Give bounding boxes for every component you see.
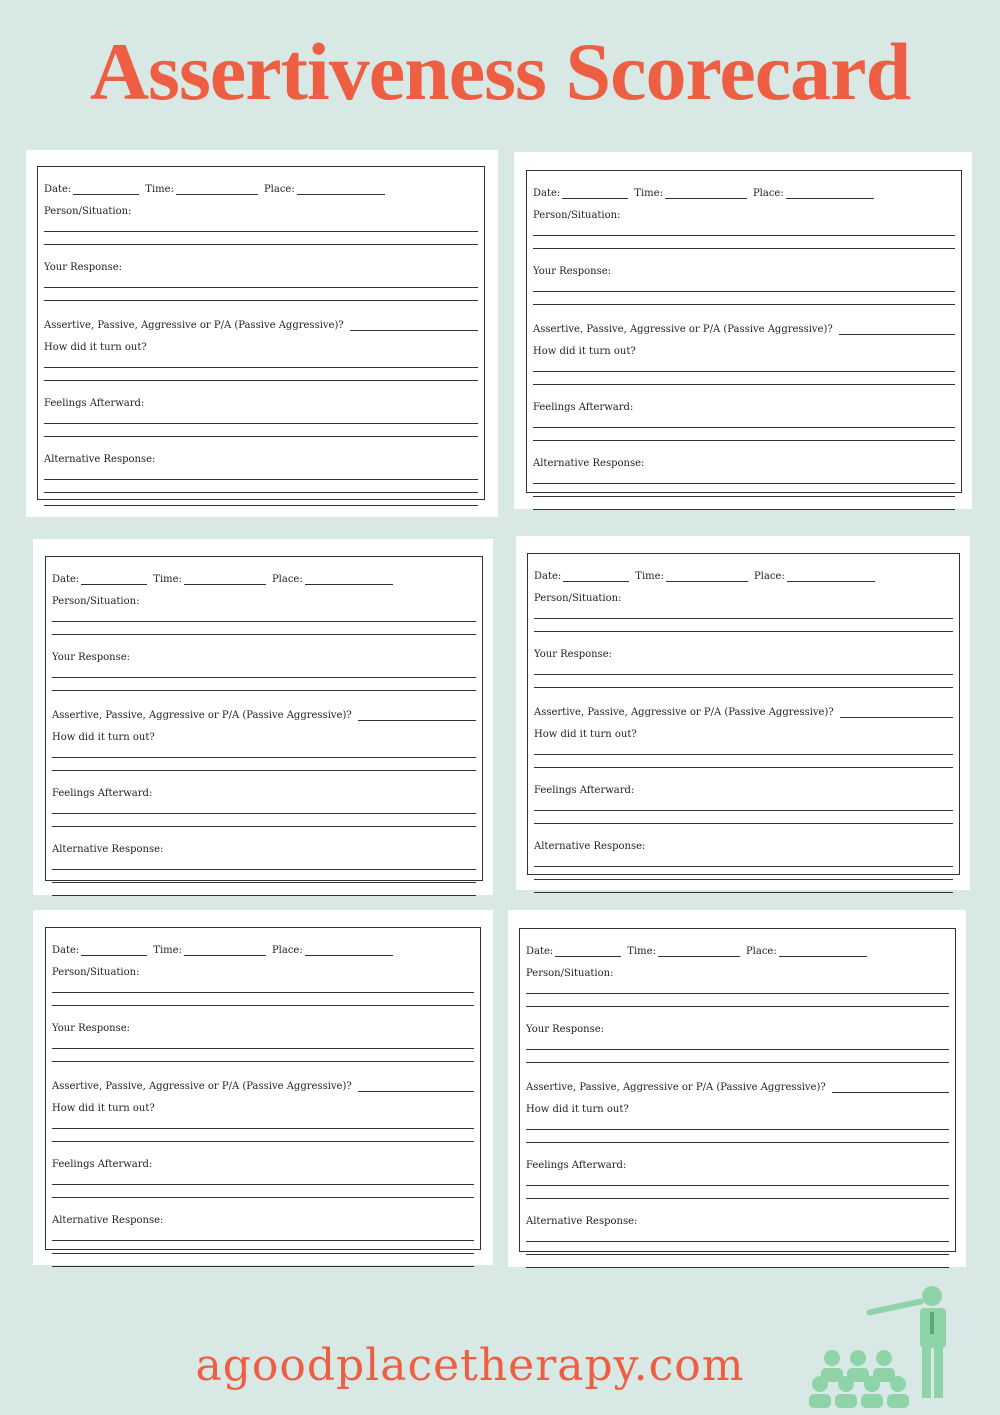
header-row bbox=[52, 569, 476, 585]
feelings-line[interactable] bbox=[526, 1173, 949, 1186]
response-line[interactable] bbox=[52, 1049, 474, 1062]
your-response-label: Your Response: bbox=[52, 1023, 131, 1034]
person-line[interactable] bbox=[526, 981, 949, 994]
place-field[interactable] bbox=[779, 945, 867, 957]
time-field[interactable] bbox=[176, 183, 258, 195]
time-label: Time: bbox=[153, 574, 182, 585]
response-line[interactable] bbox=[44, 288, 478, 301]
date-field[interactable] bbox=[562, 187, 628, 199]
feelings-line[interactable] bbox=[526, 1186, 949, 1199]
time-field[interactable] bbox=[184, 573, 266, 585]
response-line[interactable] bbox=[533, 279, 955, 292]
response-line[interactable] bbox=[52, 665, 476, 678]
outcome-line[interactable] bbox=[44, 355, 478, 368]
person-line[interactable] bbox=[534, 606, 953, 619]
person-situation-label: Person/Situation: bbox=[534, 593, 622, 604]
alternative-line[interactable] bbox=[52, 883, 476, 896]
feelings-label: Feelings Afterward: bbox=[533, 402, 634, 413]
person-line[interactable] bbox=[52, 609, 476, 622]
person-line[interactable] bbox=[52, 980, 474, 993]
apa-field[interactable] bbox=[350, 320, 478, 331]
response-line[interactable] bbox=[526, 1037, 949, 1050]
place-field[interactable] bbox=[786, 187, 874, 199]
outcome-label: How did it turn out? bbox=[534, 729, 637, 740]
apa-field[interactable] bbox=[358, 710, 476, 721]
alternative-line[interactable] bbox=[533, 497, 955, 510]
date-label: Date: bbox=[534, 571, 562, 582]
header-row bbox=[526, 941, 949, 957]
date-label: Date: bbox=[533, 188, 561, 199]
presenter-audience-icon bbox=[806, 1282, 966, 1408]
scorecard-2 bbox=[514, 152, 972, 509]
time-field[interactable] bbox=[658, 945, 740, 957]
alternative-line[interactable] bbox=[52, 1228, 474, 1241]
your-response-label: Your Response: bbox=[534, 649, 613, 660]
apa-label: Assertive, Passive, Aggressive or P/A (Passive Aggressive)? bbox=[52, 710, 352, 721]
outcome-line[interactable] bbox=[526, 1130, 949, 1143]
page-title: Assertiveness Scorecard bbox=[89, 26, 911, 117]
person-situation-label: Person/Situation: bbox=[52, 967, 140, 978]
outcome-line[interactable] bbox=[533, 359, 955, 372]
place-label: Place: bbox=[271, 574, 303, 585]
alternative-label: Alternative Response: bbox=[526, 1216, 638, 1227]
scorecard-3 bbox=[33, 539, 493, 895]
outcome-line[interactable] bbox=[534, 742, 953, 755]
time-label: Time: bbox=[153, 945, 182, 956]
alternative-line[interactable] bbox=[44, 467, 478, 480]
your-response-label: Your Response: bbox=[533, 266, 612, 277]
response-line[interactable] bbox=[533, 292, 955, 305]
alternative-line[interactable] bbox=[526, 1255, 949, 1268]
alternative-line[interactable] bbox=[526, 1229, 949, 1242]
place-label: Place: bbox=[752, 188, 784, 199]
place-field[interactable] bbox=[297, 183, 385, 195]
person-line[interactable] bbox=[534, 619, 953, 632]
feelings-line[interactable] bbox=[533, 415, 955, 428]
person-line[interactable] bbox=[44, 232, 478, 245]
your-response-label: Your Response: bbox=[52, 652, 131, 663]
person-line[interactable] bbox=[533, 223, 955, 236]
apa-row bbox=[533, 321, 955, 335]
feelings-line[interactable] bbox=[534, 811, 953, 824]
feelings-label: Feelings Afterward: bbox=[44, 398, 145, 409]
response-line[interactable] bbox=[44, 275, 478, 288]
alternative-line[interactable] bbox=[533, 471, 955, 484]
outcome-line[interactable] bbox=[52, 745, 476, 758]
apa-row bbox=[44, 317, 478, 331]
time-label: Time: bbox=[145, 184, 174, 195]
place-field[interactable] bbox=[787, 570, 875, 582]
outcome-label: How did it turn out? bbox=[533, 346, 636, 357]
place-label: Place: bbox=[753, 571, 785, 582]
person-line[interactable] bbox=[533, 236, 955, 249]
place-field[interactable] bbox=[305, 573, 393, 585]
feelings-line[interactable] bbox=[44, 411, 478, 424]
feelings-line[interactable] bbox=[52, 801, 476, 814]
time-field[interactable] bbox=[184, 944, 266, 956]
place-label: Place: bbox=[271, 945, 303, 956]
alternative-line[interactable] bbox=[52, 1241, 474, 1254]
response-line[interactable] bbox=[52, 678, 476, 691]
alternative-label: Alternative Response: bbox=[533, 458, 645, 469]
outcome-line[interactable] bbox=[52, 1129, 474, 1142]
alternative-label: Alternative Response: bbox=[534, 841, 646, 852]
person-line[interactable] bbox=[44, 219, 478, 232]
scorecard-1 bbox=[26, 150, 498, 517]
apa-field[interactable] bbox=[358, 1081, 474, 1092]
feelings-line[interactable] bbox=[52, 1185, 474, 1198]
date-field[interactable] bbox=[81, 573, 147, 585]
outcome-line[interactable] bbox=[52, 1116, 474, 1129]
outcome-line[interactable] bbox=[534, 755, 953, 768]
feelings-line[interactable] bbox=[533, 428, 955, 441]
header-row bbox=[533, 183, 955, 199]
outcome-label: How did it turn out? bbox=[526, 1104, 629, 1115]
alternative-line[interactable] bbox=[44, 493, 478, 506]
response-line[interactable] bbox=[526, 1050, 949, 1063]
person-line[interactable] bbox=[52, 993, 474, 1006]
person-situation-label: Person/Situation: bbox=[526, 968, 614, 979]
feelings-label: Feelings Afterward: bbox=[52, 1159, 153, 1170]
outcome-line[interactable] bbox=[44, 368, 478, 381]
feelings-line[interactable] bbox=[534, 798, 953, 811]
feelings-line[interactable] bbox=[52, 814, 476, 827]
apa-label: Assertive, Passive, Aggressive or P/A (Passive Aggressive)? bbox=[533, 324, 833, 335]
your-response-label: Your Response: bbox=[44, 262, 123, 273]
scorecard-6 bbox=[508, 910, 966, 1267]
outcome-line[interactable] bbox=[533, 372, 955, 385]
outcome-line[interactable] bbox=[52, 758, 476, 771]
apa-label: Assertive, Passive, Aggressive or P/A (Passive Aggressive)? bbox=[534, 707, 834, 718]
date-label: Date: bbox=[526, 946, 554, 957]
alternative-line[interactable] bbox=[52, 857, 476, 870]
apa-row bbox=[534, 704, 953, 718]
place-label: Place: bbox=[745, 946, 777, 957]
alternative-label: Alternative Response: bbox=[52, 1215, 164, 1226]
alternative-line[interactable] bbox=[44, 480, 478, 493]
feelings-line[interactable] bbox=[44, 424, 478, 437]
date-label: Date: bbox=[52, 945, 80, 956]
response-line[interactable] bbox=[534, 662, 953, 675]
alternative-line[interactable] bbox=[52, 870, 476, 883]
time-label: Time: bbox=[627, 946, 656, 957]
apa-field[interactable] bbox=[840, 707, 953, 718]
header-row bbox=[534, 566, 953, 582]
apa-field[interactable] bbox=[839, 324, 955, 335]
your-response-label: Your Response: bbox=[526, 1024, 605, 1035]
date-label: Date: bbox=[52, 574, 80, 585]
time-field[interactable] bbox=[665, 187, 747, 199]
person-situation-label: Person/Situation: bbox=[52, 596, 140, 607]
date-field[interactable] bbox=[555, 945, 621, 957]
person-situation-label: Person/Situation: bbox=[533, 210, 621, 221]
place-field[interactable] bbox=[305, 944, 393, 956]
date-label: Date: bbox=[44, 184, 72, 195]
person-line[interactable] bbox=[52, 622, 476, 635]
alternative-line[interactable] bbox=[52, 1254, 474, 1267]
alternative-label: Alternative Response: bbox=[52, 844, 164, 855]
time-label: Time: bbox=[635, 571, 664, 582]
alternative-line[interactable] bbox=[526, 1242, 949, 1255]
outcome-label: How did it turn out? bbox=[52, 732, 155, 743]
apa-label: Assertive, Passive, Aggressive or P/A (Passive Aggressive)? bbox=[52, 1081, 352, 1092]
outcome-label: How did it turn out? bbox=[44, 342, 147, 353]
apa-label: Assertive, Passive, Aggressive or P/A (Passive Aggressive)? bbox=[44, 320, 344, 331]
apa-row bbox=[52, 707, 476, 721]
feelings-line[interactable] bbox=[52, 1172, 474, 1185]
response-line[interactable] bbox=[52, 1036, 474, 1049]
feelings-label: Feelings Afterward: bbox=[534, 785, 635, 796]
apa-field[interactable] bbox=[832, 1082, 949, 1093]
time-label: Time: bbox=[634, 188, 663, 199]
scorecard-5 bbox=[33, 910, 493, 1265]
header-row bbox=[52, 940, 474, 956]
alternative-line[interactable] bbox=[534, 854, 953, 867]
feelings-label: Feelings Afterward: bbox=[526, 1160, 627, 1171]
place-label: Place: bbox=[263, 184, 295, 195]
alternative-line[interactable] bbox=[534, 880, 953, 893]
scorecard-4 bbox=[516, 536, 970, 890]
person-line[interactable] bbox=[526, 994, 949, 1007]
feelings-label: Feelings Afterward: bbox=[52, 788, 153, 799]
apa-row bbox=[52, 1078, 474, 1092]
date-field[interactable] bbox=[563, 570, 629, 582]
header-row bbox=[44, 179, 478, 195]
apa-row bbox=[526, 1079, 949, 1093]
date-field[interactable] bbox=[81, 944, 147, 956]
outcome-label: How did it turn out? bbox=[52, 1103, 155, 1114]
person-situation-label: Person/Situation: bbox=[44, 206, 132, 217]
time-field[interactable] bbox=[666, 570, 748, 582]
alternative-line[interactable] bbox=[533, 484, 955, 497]
outcome-line[interactable] bbox=[526, 1117, 949, 1130]
alternative-label: Alternative Response: bbox=[44, 454, 156, 465]
date-field[interactable] bbox=[73, 183, 139, 195]
footer-url[interactable]: agoodplacetherapy.com bbox=[195, 1340, 745, 1391]
apa-label: Assertive, Passive, Aggressive or P/A (Passive Aggressive)? bbox=[526, 1082, 826, 1093]
response-line[interactable] bbox=[534, 675, 953, 688]
alternative-line[interactable] bbox=[534, 867, 953, 880]
